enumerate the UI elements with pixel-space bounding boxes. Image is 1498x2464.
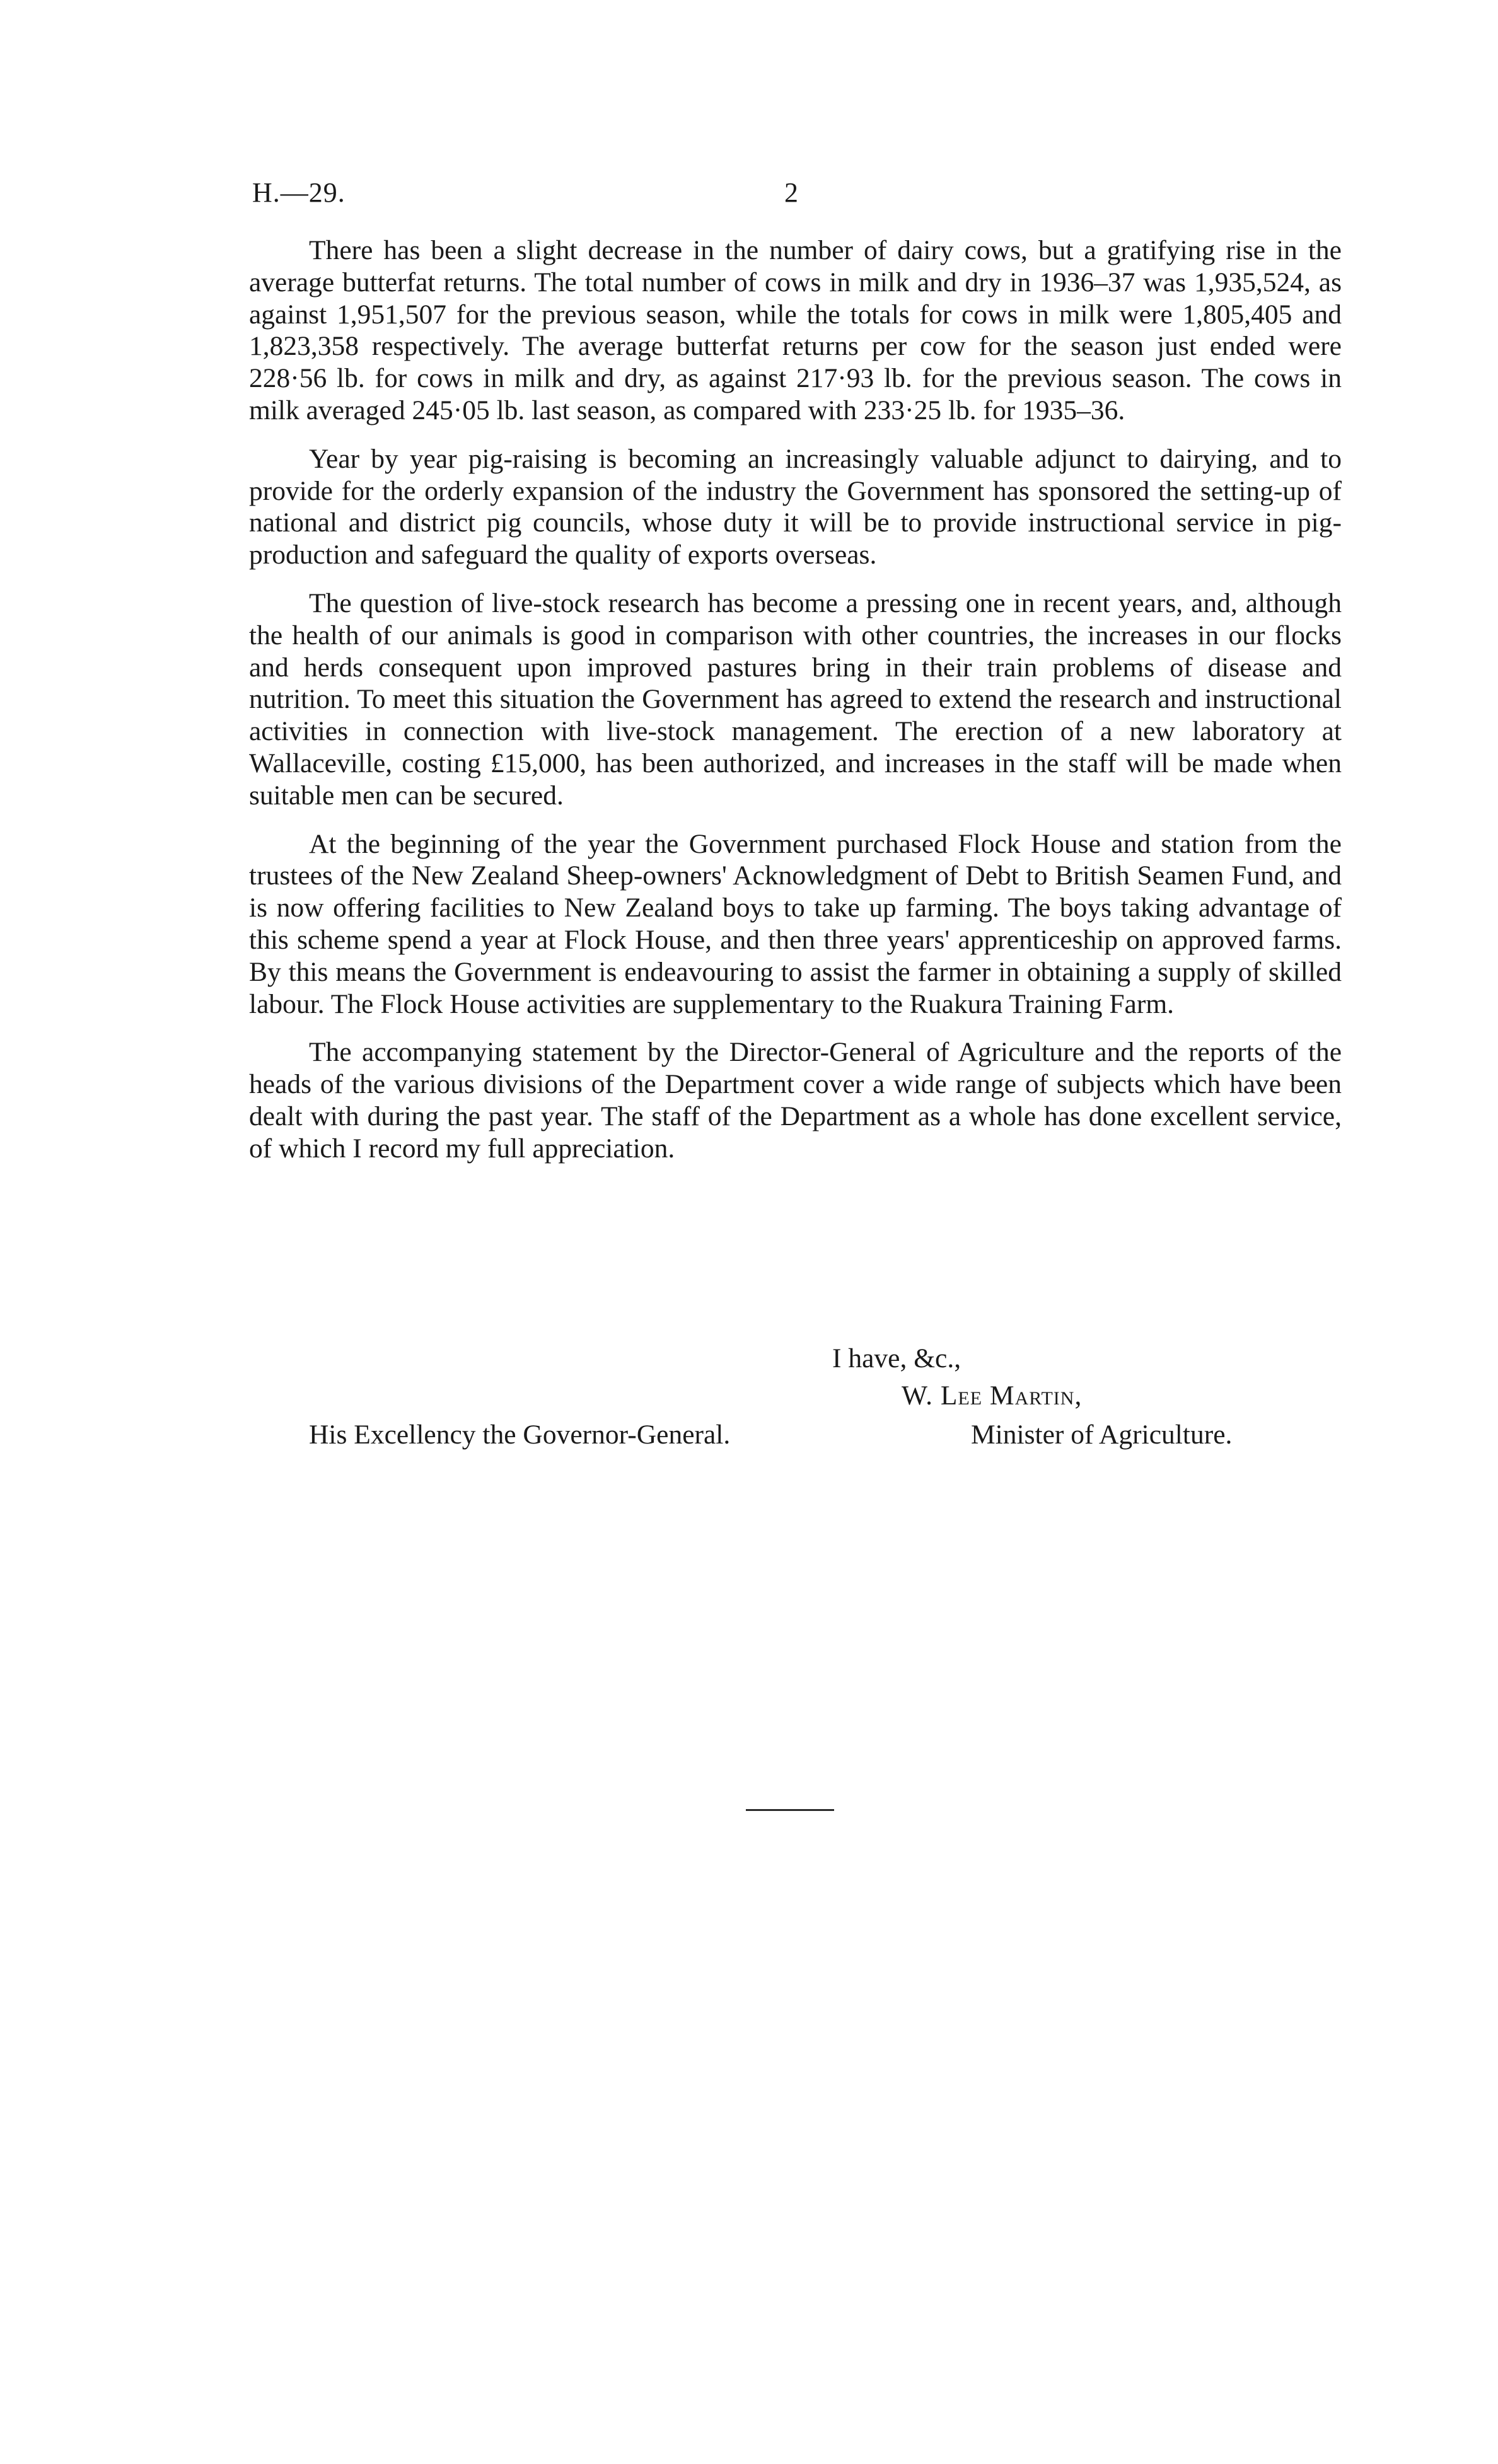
paragraph-pig-raising: Year by year pig-raising is becoming an increasingly valuable adjunct to dairying, and to provide for the orderly expansion of the industry the Government has sponsored the setting-up of national and district pig councils, whose duty it will be to provide instructional service in pig-production and safeguard the quality of exports overseas. [249, 443, 1342, 570]
paragraph-accompanying-statement: The accompanying statement by the Director-General of Agriculture and the reports of the heads of the various divisions of the Department cover a wide range of subjects which have been dealt with during the past year. The staff of the Department as a whole has done excellent service, of which I record my full appreciation. [249, 1037, 1342, 1164]
paragraph-dairy-cows: There has been a slight decrease in the number of dairy cows, but a gratifying rise in the average butterfat returns. The total number of cows in milk and dry in 1936–37 was 1,935,524, as against 1,951,507 for the previous season, while the totals for cows in milk were 1,805,405 and 1,823,358 respectively. The average butterfat returns per cow for the season just ended were 228·56 lb. for cows in milk and dry, as against 217·93 lb. for the previous season. The cows in milk averaged 245·05 lb. last season, as compared with 233·25 lb. for 1935–36. [249, 235, 1342, 425]
end-rule [746, 1809, 834, 1811]
signatory-name: W. Lee Martin, [902, 1380, 1083, 1411]
paragraph-live-stock-research: The question of live-stock research has become a pressing one in recent years, and, although the health of our animals is good in comparison with other countries, the increases in our flocks and herds consequent upon improved pastures bring in their train problems of disease and nutrition. To meet this situation the Government has agreed to extend the research and instructional activities in connection with live-stock management. The erection of a new laboratory at Wallaceville, costing £15,000, has been authorized, and increases in the staff will be made when suitable men can be secured. [249, 587, 1342, 811]
signoff-block [0, 1343, 1498, 1469]
page-number: 2 [784, 177, 798, 208]
signatory-title: Minister of Agriculture. [971, 1420, 1233, 1450]
document-reference: H.—29. [252, 177, 345, 208]
closing-salutation: I have, &c., [832, 1343, 961, 1374]
body-text [249, 234, 1342, 1181]
addressee: His Excellency the Governor-General. [309, 1420, 731, 1450]
paragraph-flock-house: At the beginning of the year the Government purchased Flock House and station from the trustees of the New Zealand Sheep-owners' Acknowledgment of Debt to British Seamen Fund, and is now offering facilities to New Zealand boys to take up farming. The boys taking advantage of this scheme spend a year at Flock House, and then three years' apprenticeship on approved farms. By this means the Government is endeavouring to assist the farmer in obtaining a supply of skilled labour. The Flock House activities are supplementary to the Ruakura Training Farm. [249, 828, 1342, 1019]
